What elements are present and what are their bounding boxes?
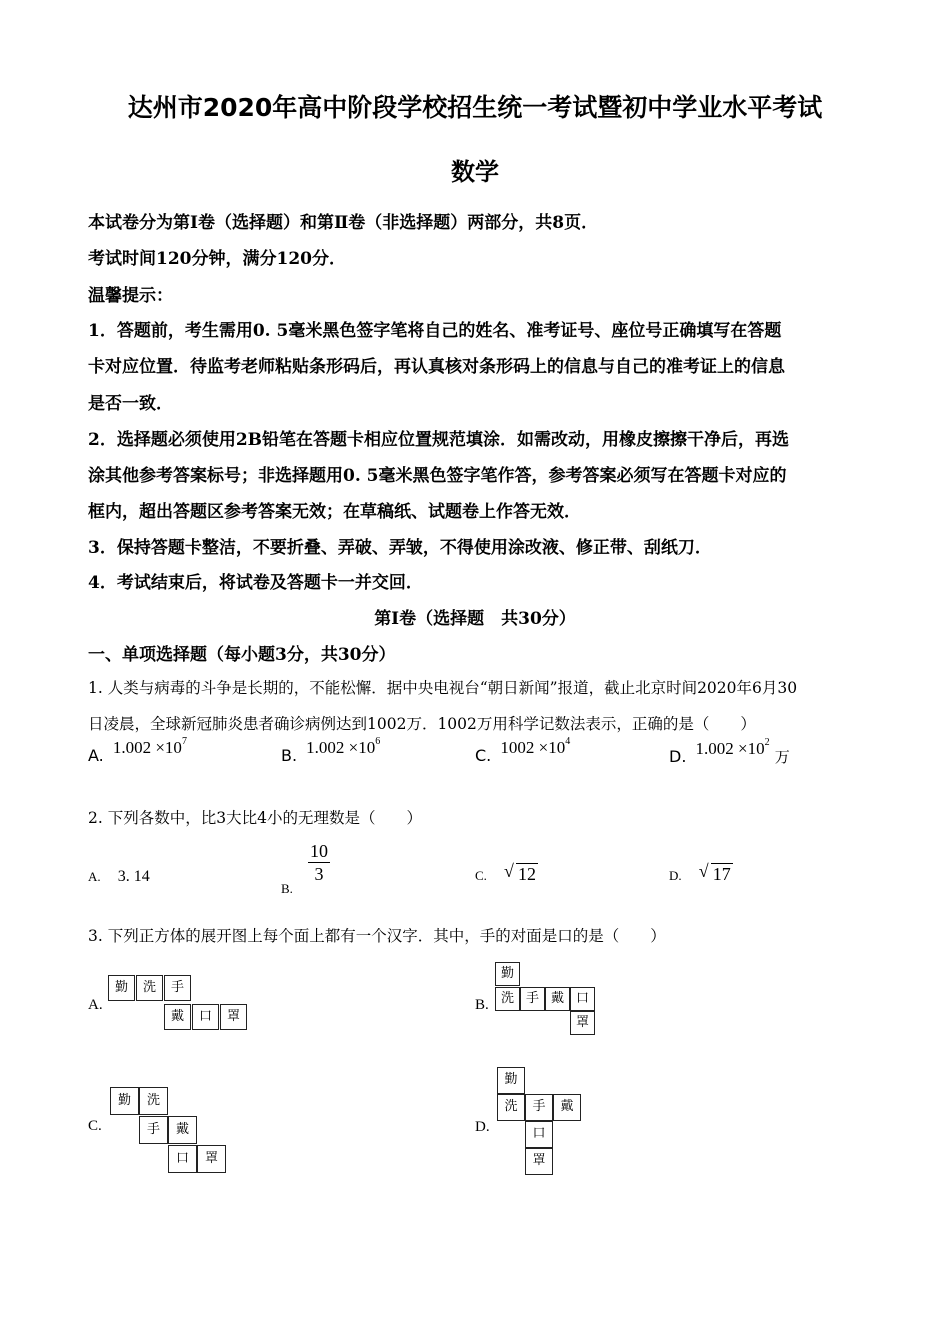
tip-line-4: 2．选择题必须使用2B铅笔在答题卡相应位置规范填涂．如需改动，用橡皮擦擦干净后，再选 [88,430,790,450]
q3-option-b-label: B. [475,997,489,1013]
q1-option-a-exp: 7 [181,736,187,748]
tip-line-8: 4．考试结束后，将试卷及答题卡一并交回． [88,573,423,593]
q1-option-d[interactable] [669,737,790,767]
net-cell-zhao: 罩 [197,1145,226,1173]
q1-line-1: 1. 人类与病毒的斗争是长期的，不能松懈．据中央电视台“朝日新闻”报道，截止北京时间2020年6月30 [88,679,798,697]
q1-option-d-suffix: 万 [774,748,790,766]
net-cell-dai: 戴 [164,1004,191,1030]
q1-option-b[interactable] [281,736,381,766]
net-cell-zhao: 罩 [570,1011,595,1035]
q1-option-d-exp: 2 [764,737,770,749]
net-cell-shou: 手 [164,975,191,1001]
q1-option-d-label: D. [669,747,687,766]
q1-option-a-base: 1.002 ×10 [112,738,182,757]
net-cell-qin: 勤 [497,1067,525,1094]
subject-title: 数学 [451,158,499,186]
q2-option-c[interactable]: C. √ 12 [475,861,537,884]
intro-line-1: 本试卷分为第Ⅰ卷（选择题）和第Ⅱ卷（非选择题）两部分，共8页． [88,213,599,233]
q1-option-c-label: C. [475,746,492,765]
q2-option-b-label: B. [281,881,293,896]
q1-option-b-exp: 6 [375,736,381,748]
net-cell-dai: 戴 [168,1116,197,1144]
net-cell-xi: 洗 [139,1087,168,1115]
intro-line-3: 温馨提示： [88,286,173,306]
net-cell-kou: 口 [525,1121,553,1148]
q2-option-b[interactable] [281,840,330,896]
q3-option-a[interactable] [88,975,288,1035]
net-cell-kou: 口 [570,987,595,1011]
q1-option-a-label: A. [88,746,104,765]
q3-option-d[interactable] [475,1065,675,1180]
q3-option-c-label: C. [88,1118,102,1134]
net-cell-xi: 洗 [497,1094,525,1121]
q2-option-d-label: D. [669,868,682,883]
q2-option-c-radicand: 12 [518,864,537,884]
q3-option-d-label: D. [475,1119,490,1135]
net-cell-shou: 手 [520,987,545,1011]
q1-option-d-base: 1.002 ×10 [695,739,765,758]
part-title: 一、单项选择题（每小题3分，共30分） [88,645,396,665]
q1-option-a[interactable] [88,736,187,766]
net-cell-kou: 口 [168,1145,197,1173]
tip-line-5: 涂其他参考答案标号；非选择题用0. 5毫米黑色签字笔作答，参考答案必须写在答题卡对应的 [88,466,787,486]
net-cell-qin: 勤 [110,1087,139,1115]
net-cell-dai: 戴 [553,1094,581,1121]
tip-line-3: 是否一致． [88,394,173,414]
net-cell-shou: 手 [139,1116,168,1144]
tip-line-7: 3．保持答题卡整洁，不要折叠、弄破、弄皱，不得使用涂改液、修正带、刮纸刀． [88,538,712,558]
net-cell-qin: 勤 [495,962,520,986]
q2-option-d-radicand: 17 [712,864,731,884]
tip-line-1: 1．答题前，考生需用0. 5毫米黑色签字笔将自己的姓名、准考证号、座位号正确填写在答题 [88,321,782,341]
q2-option-b-denominator: 3 [314,864,324,884]
net-cell-zhao: 罩 [525,1148,553,1175]
q2-option-a-value: 3. 14 [117,868,150,885]
net-cell-shou: 手 [525,1094,553,1121]
q2-option-d[interactable]: D. √ 17 [669,861,731,884]
net-cell-zhao: 罩 [220,1004,247,1030]
net-cell-xi: 洗 [495,987,520,1011]
q2-option-b-numerator: 10 [310,841,329,861]
q1-option-c-exp: 4 [565,736,571,748]
net-cell-qin: 勤 [108,975,135,1001]
q2-text: 2. 下列各数中，比3大比4小的无理数是（ ） [88,809,422,827]
net-cell-kou: 口 [192,1004,219,1030]
net-cell-dai: 戴 [545,987,570,1011]
q1-line-2: 日凌晨，全球新冠肺炎患者确诊病例达到1002万．1002万用科学记数法表示，正确的是（ ） [88,715,756,733]
q1-option-c-base: 1002 ×10 [500,738,566,757]
q3-text: 3. 下列正方体的展开图上每个面上都有一个汉字．其中，手的对面是口的是（ ） [88,927,666,945]
q1-option-c[interactable] [475,736,571,766]
q3-option-b[interactable] [475,960,675,1040]
q1-option-b-label: B. [281,746,298,765]
section-title: 第Ⅰ卷（选择题 共30分） [374,609,576,629]
q2-option-c-label: C. [475,868,487,883]
q3-option-a-label: A. [88,997,103,1013]
page-title: 达州市2020年高中阶段学校招生统一考试暨初中学业水平考试 [127,93,823,122]
q1-option-b-base: 1.002 ×10 [306,738,376,757]
q2-option-a[interactable] [88,866,150,886]
tip-line-6: 框内，超出答题区参考答案无效；在草稿纸、试题卷上作答无效． [88,502,581,522]
q2-option-a-label: A. [88,869,101,884]
q3-option-c[interactable] [88,1085,288,1177]
intro-line-2: 考试时间120分钟，满分120分． [88,249,346,269]
tip-line-2: 卡对应位置．待监考老师粘贴条形码后，再认真核对条形码上的信息与自己的准考证上的信息 [88,357,785,377]
net-cell-xi: 洗 [136,975,163,1001]
